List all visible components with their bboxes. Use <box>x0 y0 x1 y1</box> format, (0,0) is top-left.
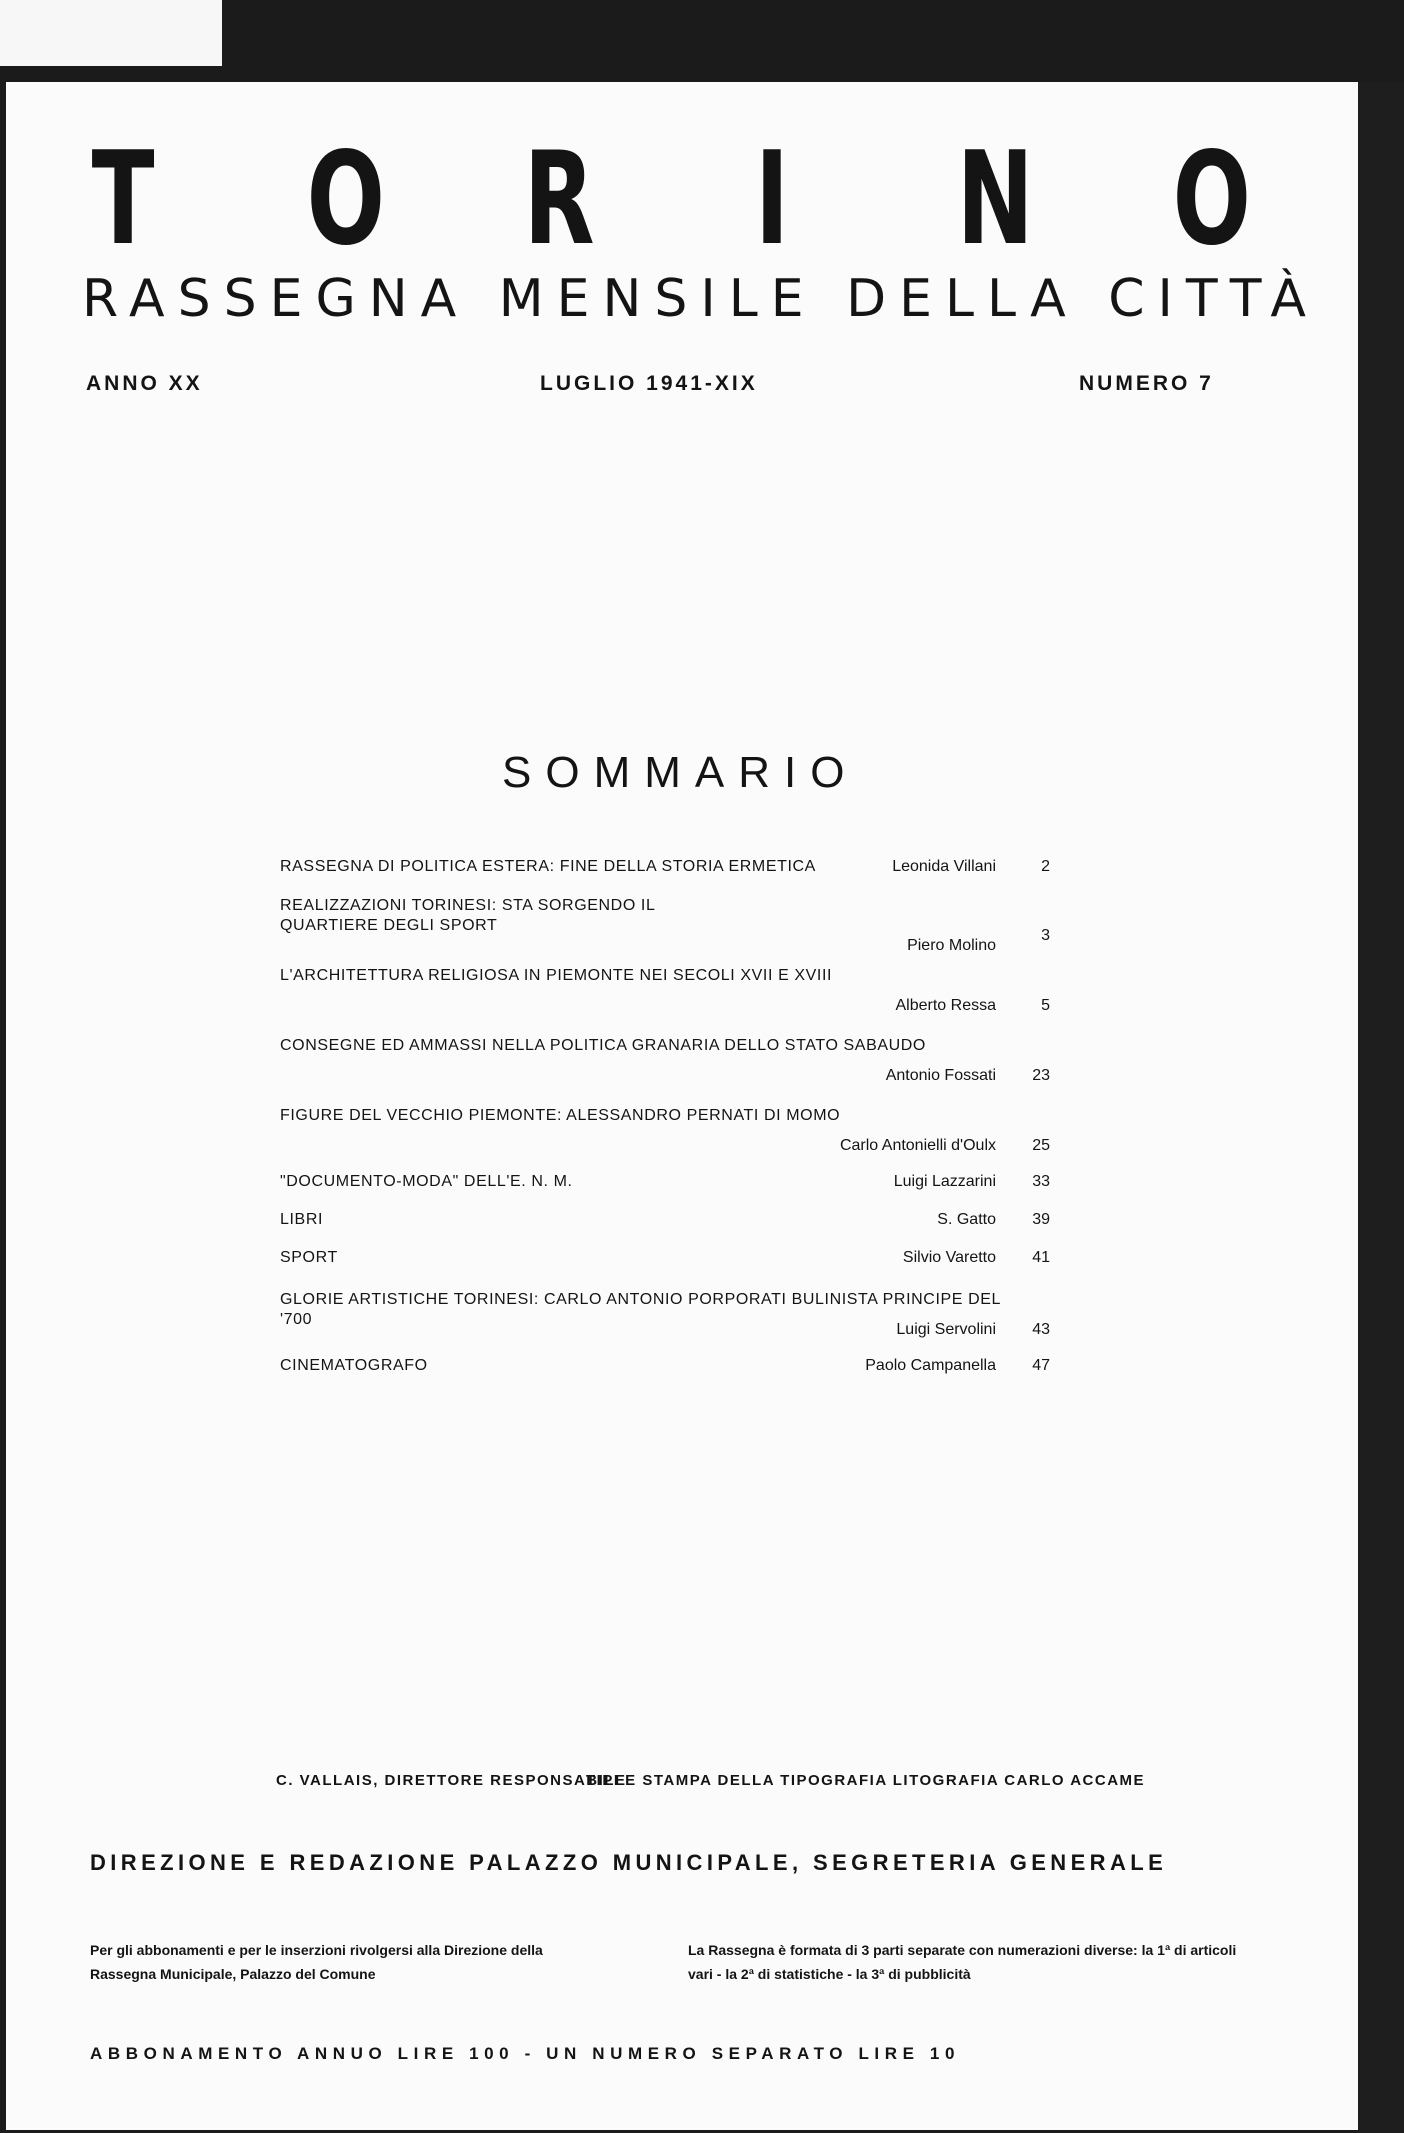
toc-entry <box>280 1106 1050 1156</box>
toc-entry-author: Luigi Servolini <box>896 1321 996 1338</box>
toc-entry-title: LIBRI <box>280 1211 324 1228</box>
subscription-price: ABBONAMENTO ANNUO LIRE 100 - UN NUMERO SEPARATO LIRE 10 <box>90 2044 961 2063</box>
toc-entry-page: 33 <box>1032 1173 1050 1190</box>
toc-entry-title: SPORT <box>280 1249 338 1266</box>
toc-entry-title: REALIZZAZIONI TORINESI: STA SORGENDO IL QUARTIERE DEGLI SPORT <box>280 897 655 934</box>
toc-entry <box>280 896 1050 954</box>
toc-entry <box>280 1248 1050 1278</box>
toc-entry-page: 41 <box>1032 1249 1050 1266</box>
toc-entry-author: S. Gatto <box>937 1211 996 1228</box>
scan-edge-shadow <box>1356 82 1404 2133</box>
toc-entry-author: Paolo Campanella <box>865 1357 996 1374</box>
toc-entry-title: FIGURE DEL VECCHIO PIEMONTE: ALESSANDRO PERNATI DI MOMO <box>280 1107 841 1124</box>
toc-entry-author: Antonio Fossati <box>885 1067 996 1084</box>
toc-entry-page: 43 <box>1032 1321 1050 1338</box>
masthead-letter: R <box>523 125 595 274</box>
toc-entry-author: Luigi Lazzarini <box>893 1173 996 1190</box>
toc-entry-author: Leonida Villani <box>892 858 996 875</box>
toc-entry <box>280 1290 1050 1340</box>
masthead-title <box>78 125 1251 274</box>
masthead-letter: T <box>91 125 155 274</box>
toc-entry-author: Piero Molino <box>907 937 996 954</box>
masthead-subtitle: RASSEGNA MENSILE DELLA CITTÀ <box>82 269 1320 329</box>
toc-entry-page: 23 <box>1032 1067 1050 1084</box>
toc-entry <box>280 1356 1050 1386</box>
toc-entry <box>280 1036 1050 1086</box>
structure-note: La Rassegna è formata di 3 parti separate con numerazioni diverse: la 1ª di articoli vari - la 2ª di statistiche - la 3ª di pubblicità <box>688 1942 1237 1982</box>
subscription-note: Per gli abbonamenti e per le inserzioni rivolgersi alla Direzione della Rassegna Municipale, Palazzo del Comune <box>90 1942 543 1982</box>
masthead-letter: O <box>306 125 386 274</box>
table-of-contents <box>280 857 1050 1386</box>
toc-entry-title: CINEMATOGRAFO <box>280 1357 428 1374</box>
scan-corner-tab <box>0 0 222 66</box>
toc-entry <box>280 1172 1050 1202</box>
toc-entry-title: "DOCUMENTO-MODA" DELL'E. N. M. <box>280 1173 573 1190</box>
toc-entry-page: 5 <box>1041 997 1050 1014</box>
magazine-page <box>6 82 1358 2130</box>
issue-number: NUMERO 7 <box>1079 372 1214 395</box>
toc-entry-author: Silvio Varetto <box>902 1249 996 1266</box>
director-credit: C. VALLAIS, DIRETTORE RESPONSABILE <box>276 1772 627 1789</box>
toc-entry-title: GLORIE ARTISTICHE TORINESI: CARLO ANTONIO PORPORATI BULINISTA PRINCIPE DEL '700 <box>280 1291 1001 1328</box>
toc-entry-page: 2 <box>1041 858 1050 875</box>
masthead-letter: O <box>1172 125 1251 274</box>
toc-entry-author: Carlo Antonielli d'Oulx <box>839 1137 996 1154</box>
toc-entry-page: 25 <box>1032 1137 1050 1154</box>
masthead-letter: N <box>956 125 1034 274</box>
toc-entry-author: Alberto Ressa <box>895 997 996 1014</box>
masthead-letter: I <box>755 125 790 274</box>
toc-entry-title: L'ARCHITETTURA RELIGIOSA IN PIEMONTE NEI SECOLI XVII E XVIII <box>280 967 833 984</box>
toc-entry-title: CONSEGNE ED AMMASSI NELLA POLITICA GRANARIA DELLO STATO SABAUDO <box>280 1037 926 1054</box>
printer-credit: TIPI E STAMPA DELLA TIPOGRAFIA LITOGRAFIA CARLO ACCAME <box>586 1772 1146 1789</box>
issue-year: ANNO XX <box>86 372 203 395</box>
editorial-office: DIREZIONE E REDAZIONE PALAZZO MUNICIPALE, SEGRETERIA GENERALE <box>90 1850 1168 1875</box>
toc-entry <box>280 966 1050 1016</box>
sommario-heading: SOMMARIO <box>502 748 859 797</box>
toc-entry-page: 39 <box>1032 1211 1050 1228</box>
toc-entry <box>280 1210 1050 1240</box>
issue-date: LUGLIO 1941-XIX <box>540 372 758 395</box>
toc-entry-page: 3 <box>1041 927 1050 944</box>
toc-entry <box>280 857 1050 889</box>
toc-entry-title: RASSEGNA DI POLITICA ESTERA: FINE DELLA STORIA ERMETICA <box>280 858 816 875</box>
toc-entry-page: 47 <box>1032 1357 1050 1374</box>
